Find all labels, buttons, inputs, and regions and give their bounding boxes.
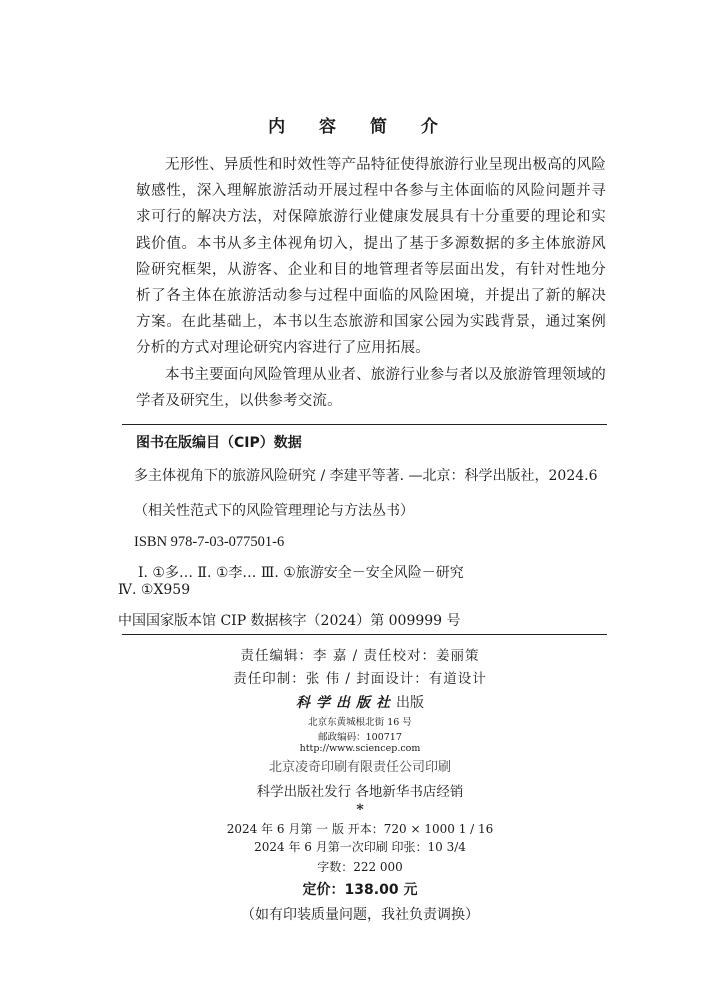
- publisher-address: 北京东黄城根北街 16 号: [308, 717, 412, 728]
- cip-record-number: 中国国家版本馆 CIP 数据核字（2024）第 009999 号: [118, 613, 461, 629]
- cip-bibliographic-line: 多主体视角下的旅游风险研究 / 李建平等著. —北京：科学出版社，2024.6: [134, 468, 598, 484]
- quality-notice: （如有印装质量问题，我社负责调换）: [241, 907, 479, 923]
- abstract-paragraph-2: 本书主要面向风险管理从业者、旅游行业参与者以及旅游管理领域的学者及研究生，以供参考交流。: [136, 366, 606, 409]
- publisher-brand: 科学出版社: [296, 695, 396, 711]
- cip-classification-1: Ⅰ. ①多… Ⅱ. ①李… Ⅲ. ①旅游安全－安全风险－研究: [138, 565, 464, 581]
- publisher-postcode: 邮政编码：100717: [318, 732, 402, 743]
- price-line: 定价：138.00 元: [302, 882, 418, 898]
- publisher-line: [0, 692, 720, 712]
- printer-line: 北京凌奇印刷有限责任公司印刷: [268, 760, 451, 775]
- cip-series-line: （相关性范式下的风险管理理论与方法丛书）: [134, 503, 414, 519]
- publisher-website: http://www.sciencep.com: [299, 743, 421, 754]
- cip-isbn: ISBN 978-7-03-077501-6: [134, 534, 285, 550]
- cip-top-rule: [122, 424, 607, 425]
- wordcount-line: 字数：222 000: [317, 860, 403, 874]
- publisher-suffix: 出版: [396, 695, 424, 711]
- cip-heading: 图书在版编目（CIP）数据: [136, 435, 302, 451]
- editors-line: 责任编辑：李 嘉 / 责任校对：姜丽策: [240, 648, 480, 664]
- abstract-paragraph-1: 无形性、异质性和时效性等产品特征使得旅游行业呈现出极高的风险敏感性，深入理解旅游活动开展过程中各参与主体面临的风险问题并寻求可行的解决方法，对保障旅游行业健康发展具有十分重要的理论和实践价值。本书从多主体视角切入，提出了基于多源数据的多主体旅游风险研究框架，从游客、企业和目的地管理者等层面出发，有针对性地分析了各主体在旅游活动参与过程中面临的风险困境，并提出了新的解决方案。在此基础上，本书以生态旅游和国家公园为实践背景，通过案例分析的方式对理论研究内容进行了应用拓展。: [136, 157, 606, 357]
- print-design-line: 责任印制：张 伟 / 封面设计：有道设计: [233, 671, 487, 687]
- separator-star: *: [356, 802, 364, 818]
- cip-bottom-rule: [122, 634, 607, 635]
- page-title: 内 容 简 介: [268, 117, 452, 137]
- abstract-section: [136, 152, 606, 414]
- edition-line: 2024 年 6 月第 一 版 开本：720 × 1000 1 / 16: [226, 822, 494, 836]
- printing-line: 2024 年 6 月第一次印刷 印张：10 3/4: [254, 840, 466, 854]
- distribution-line: 科学出版社发行 各地新华书店经销: [256, 784, 464, 800]
- cip-classification-2: Ⅳ. ①X959: [118, 582, 191, 598]
